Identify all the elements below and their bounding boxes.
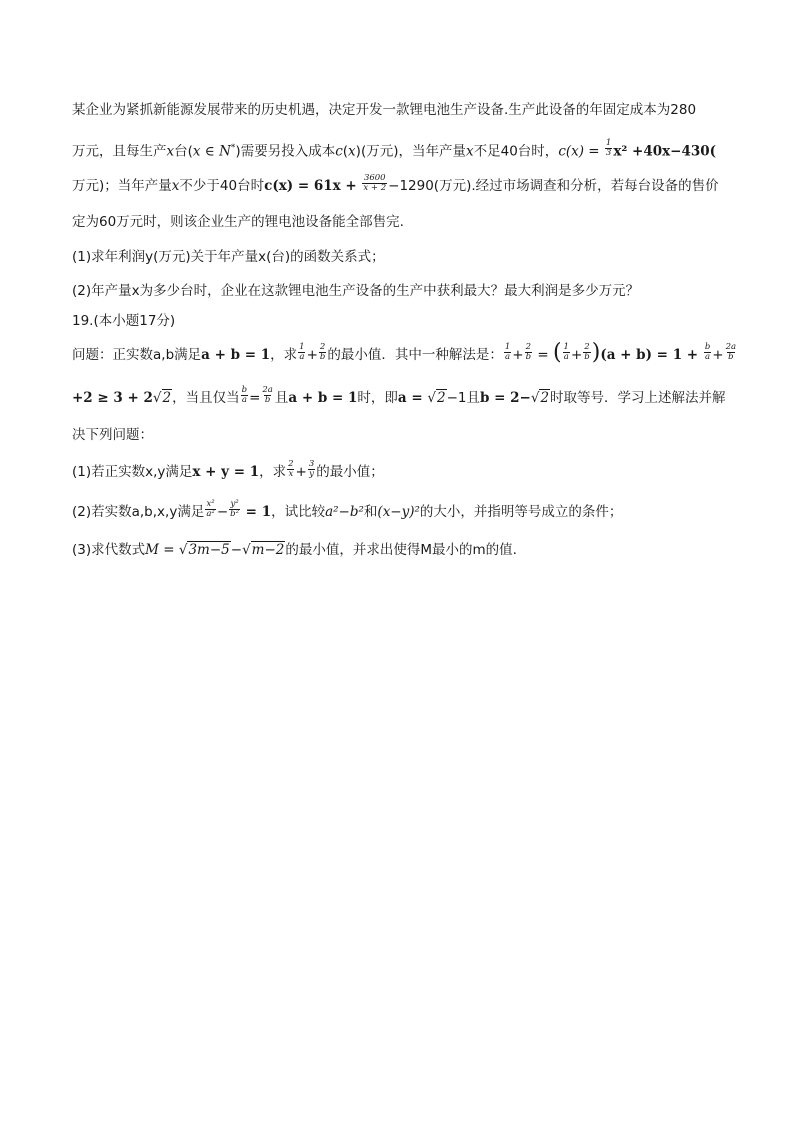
p18-question-1: (1)求年利润y(万元)关于年产量x(台)的函数关系式； xyxy=(72,249,385,265)
p19-question-1: (1)若正实数x,y满足x + y = 1，求 $\frac{2}{x}$ + $\frac{3}{y}$ 的最小值； xyxy=(72,458,384,480)
fraction-3600: $\frac{3600}{x + 2}$ xyxy=(363,172,387,193)
p19-line-3: 决下列问题： xyxy=(72,427,153,443)
p18-line-1 xyxy=(72,100,724,120)
p19-question-2: (2)若实数a,b,x,y满足 $\frac{\text{x²}}{\text{a²}}$ − $\frac{\text{y²}}{\text{b²}}$ = 1，试比较a²−b²和(x−y)²的大小，并指明等号成立的条件； xyxy=(72,498,623,520)
p19-header: 19.(本小题17分) xyxy=(72,313,176,329)
p19-line-1: 问题：正实数a,b满足a + b = 1，求 $\frac{1}{a}$ + $\frac{2}{b}$ 的最小值．其中一种解法是： $\frac{1}{a}$ + $\frac{2}{b}$ = ( $\frac{1}{a}$ + $\frac{2}{b}$ )(a + b) = 1 + $\frac{b}{a}$ + $\frac{2a}{b}$ xyxy=(72,340,737,365)
fraction-one-third: $\frac{1}{3}$ xyxy=(605,138,612,158)
p18-line-4: 定为60万元时，则该企业生产的锂电池设备能全部售完. xyxy=(72,214,404,230)
p18-question-2: (2)年产量x为多少台时，企业在这款锂电池生产设备的生产中获利最大？最大利润是多少万元？ xyxy=(72,283,640,299)
p18-line-3: 万元)；当年产量x不少于40台时c(x) = 61x + $\frac{3600}{x + 2}$ −1290(万元).经过市场调查和分析，若每台设备的售价 xyxy=(72,172,719,194)
p19-question-3: (3)求代数式M = √3m−5−√m−2的最小值，并求出使得M最小的m的值. xyxy=(72,542,517,558)
p18-line-2: 万元，且每生产x台(x ∈ N*)需要另投入成本c(x)(万元)，当年产量x不足40台时，c(x) = $\frac{1}{3}$ x² +40x−430( xyxy=(72,138,717,160)
p19-line-2: +2 ≥ 3 + 2√2，当且仅当 $\frac{b}{a}$ = $\frac{2a}{b}$ 且a + b = 1时，即a = √2−1且b = 2−√2时取等号．学习上述解法并解 xyxy=(72,384,726,406)
p18-text: 某企业为紧抓新能源发展带来的历史机遇，决定开发一款锂电池生产设备.生产此设备的年固定成本为280 xyxy=(72,102,697,118)
